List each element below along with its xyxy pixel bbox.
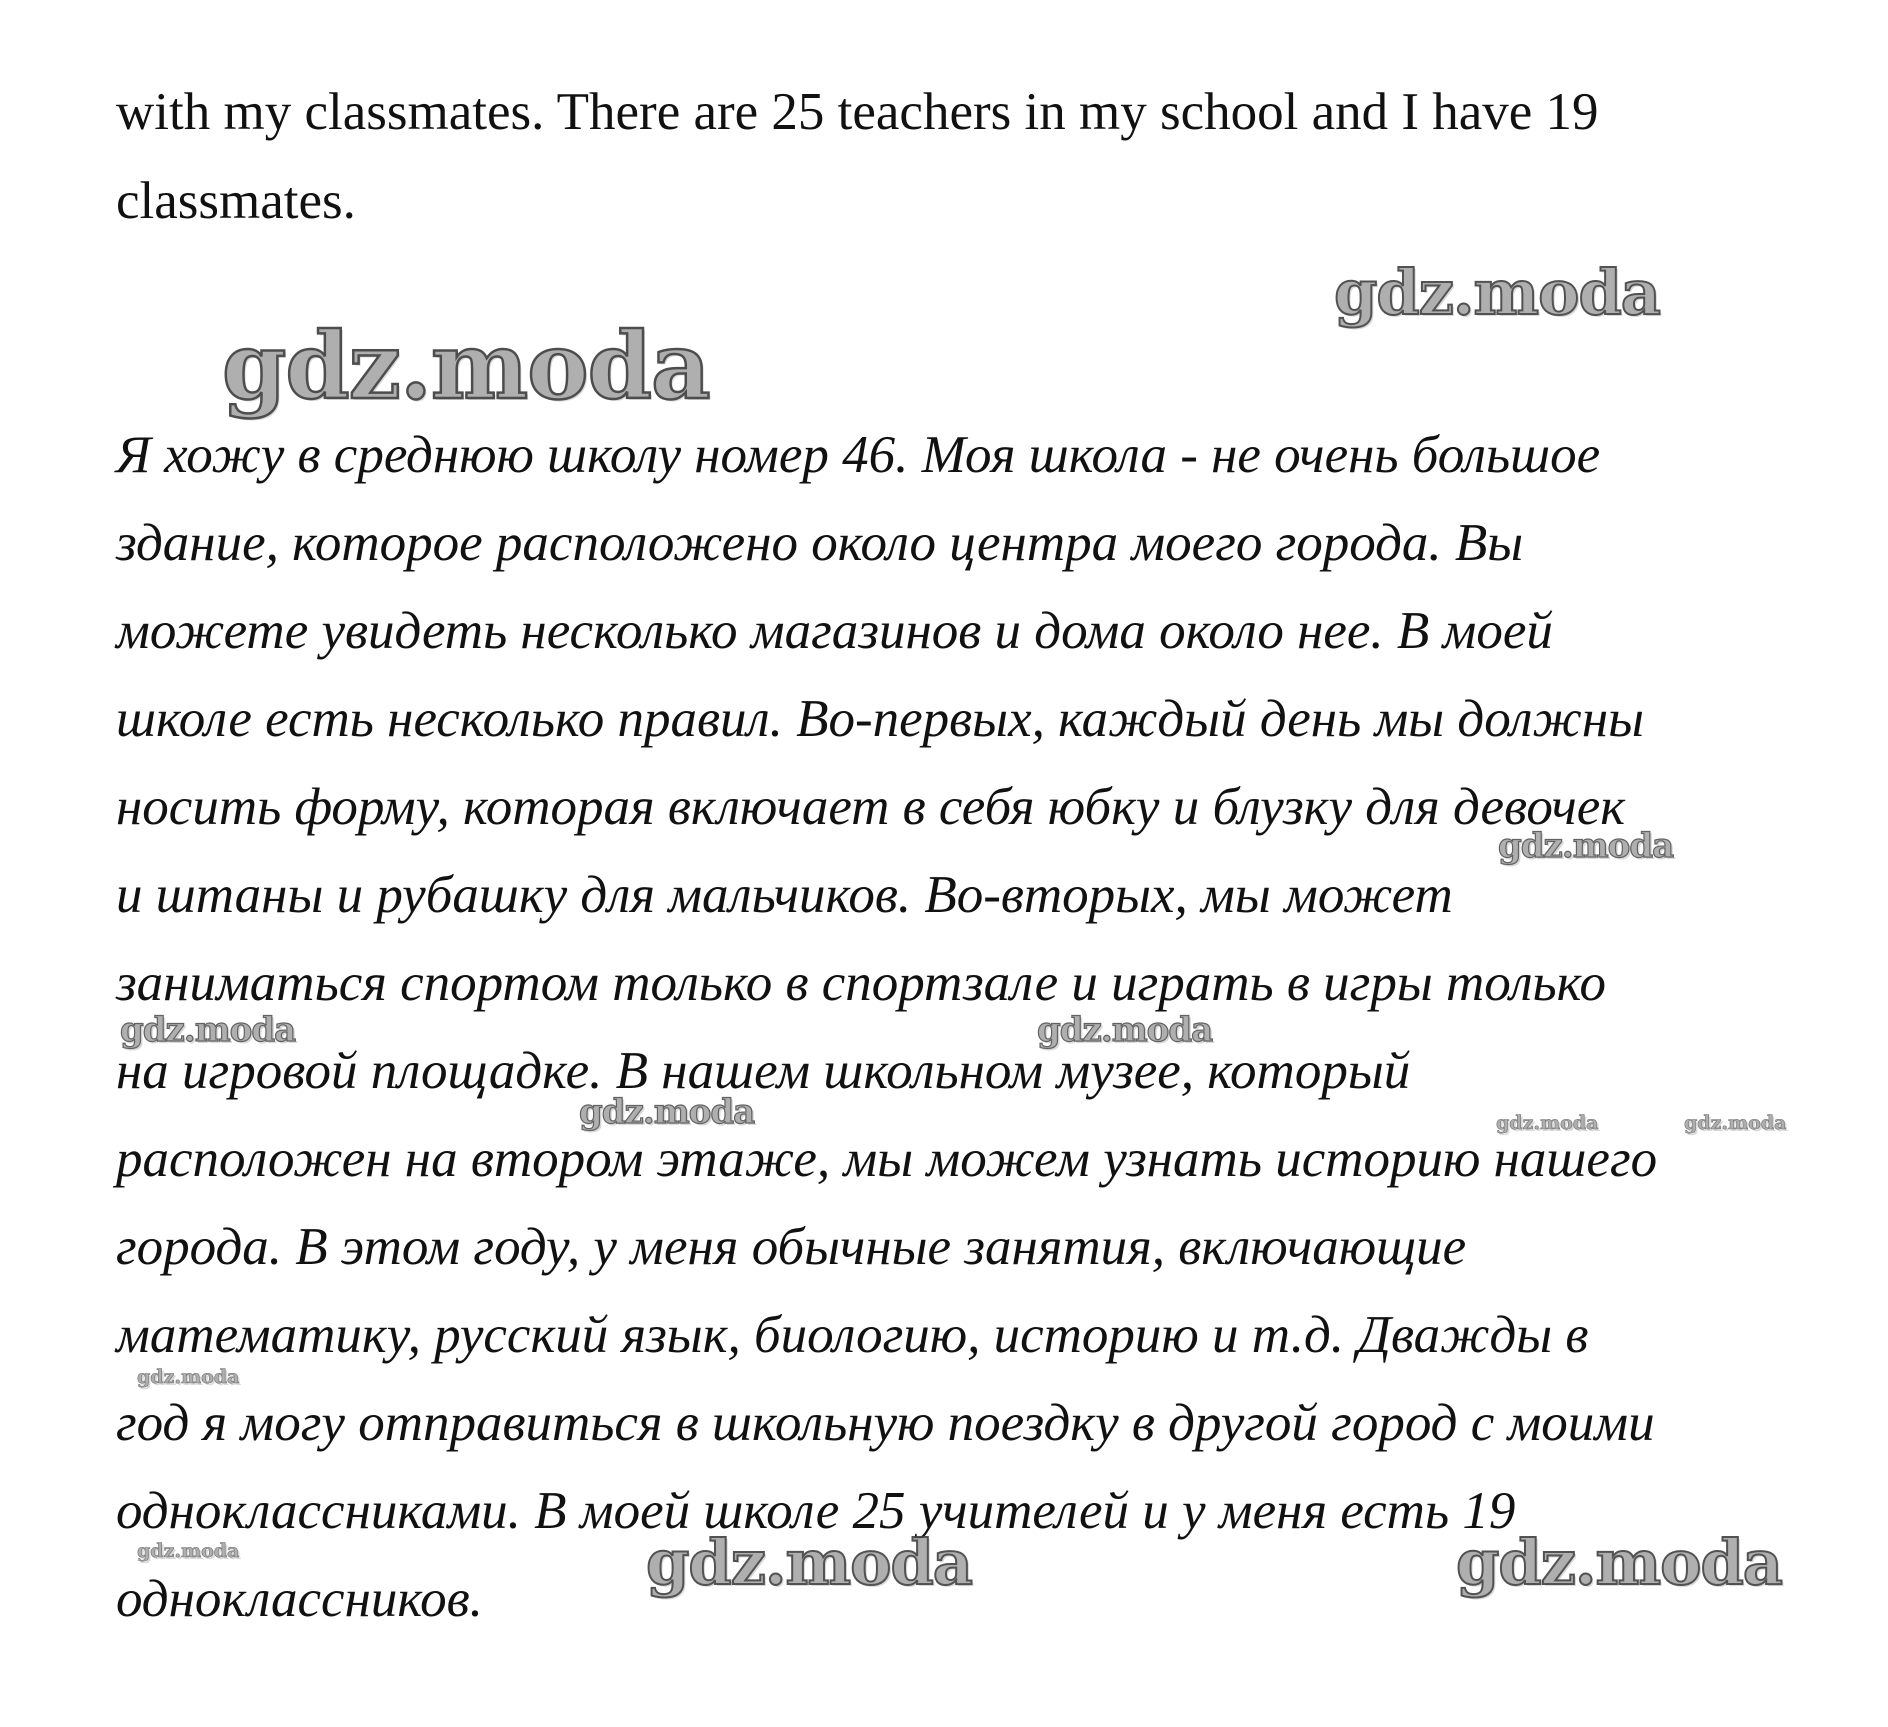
russian-line: заниматься спортом только в спортзале и играть в игры только bbox=[116, 954, 1606, 1012]
watermark-logo: gdz.moda bbox=[579, 1092, 755, 1132]
russian-line: можете увидеть несколько магазинов и дома около нее. В моей bbox=[116, 602, 1553, 660]
watermark-logo: gdz.moda bbox=[137, 1366, 240, 1388]
watermark-logo: gdz.moda bbox=[222, 312, 710, 420]
watermark-logo: gdz.moda bbox=[120, 1010, 296, 1050]
english-line: with my classmates. There are 25 teachers in my school and I have 19 bbox=[116, 83, 1599, 141]
russian-line: математику, русский язык, биологию, историю и т.д. Дважды в bbox=[116, 1306, 1589, 1364]
watermark-logo: gdz.moda bbox=[1334, 256, 1660, 329]
russian-line: расположен на втором этаже, мы можем узнать историю нашего bbox=[116, 1130, 1658, 1188]
watermark-logo: gdz.moda bbox=[1498, 826, 1674, 866]
russian-line: города. В этом году, у меня обычные занятия, включающие bbox=[116, 1218, 1467, 1276]
russian-line: Я хожу в среднюю школу номер 46. Моя школа - не очень большое bbox=[116, 426, 1601, 484]
watermark-logo: gdz.moda bbox=[1684, 1112, 1787, 1134]
russian-line: носить форму, которая включает в себя юбку и блузку для девочек bbox=[116, 778, 1626, 836]
watermark-logo: gdz.moda bbox=[137, 1540, 240, 1562]
russian-line: одноклассников. bbox=[116, 1570, 483, 1628]
russian-line: и штаны и рубашку для мальчиков. Во-вторых, мы может bbox=[116, 866, 1453, 924]
russian-line: на игровой площадке. В нашем школьном музее, который bbox=[116, 1042, 1411, 1100]
watermark-logo: gdz.moda bbox=[1456, 1526, 1782, 1599]
russian-line: одноклассниками. В моей школе 25 учителей и у меня есть 19 bbox=[116, 1482, 1516, 1540]
watermark-logo: gdz.moda bbox=[646, 1526, 972, 1599]
watermark-logo: gdz.moda bbox=[1037, 1010, 1213, 1050]
english-line: classmates. bbox=[116, 172, 356, 230]
watermark-logo: gdz.moda bbox=[1496, 1112, 1599, 1134]
russian-line: здание, которое расположено около центра моего города. Вы bbox=[116, 514, 1524, 572]
russian-line: школе есть несколько правил. Во-первых, каждый день мы должны bbox=[116, 690, 1645, 748]
russian-line: год я могу отправиться в школьную поездку в другой город с моими bbox=[116, 1394, 1655, 1452]
